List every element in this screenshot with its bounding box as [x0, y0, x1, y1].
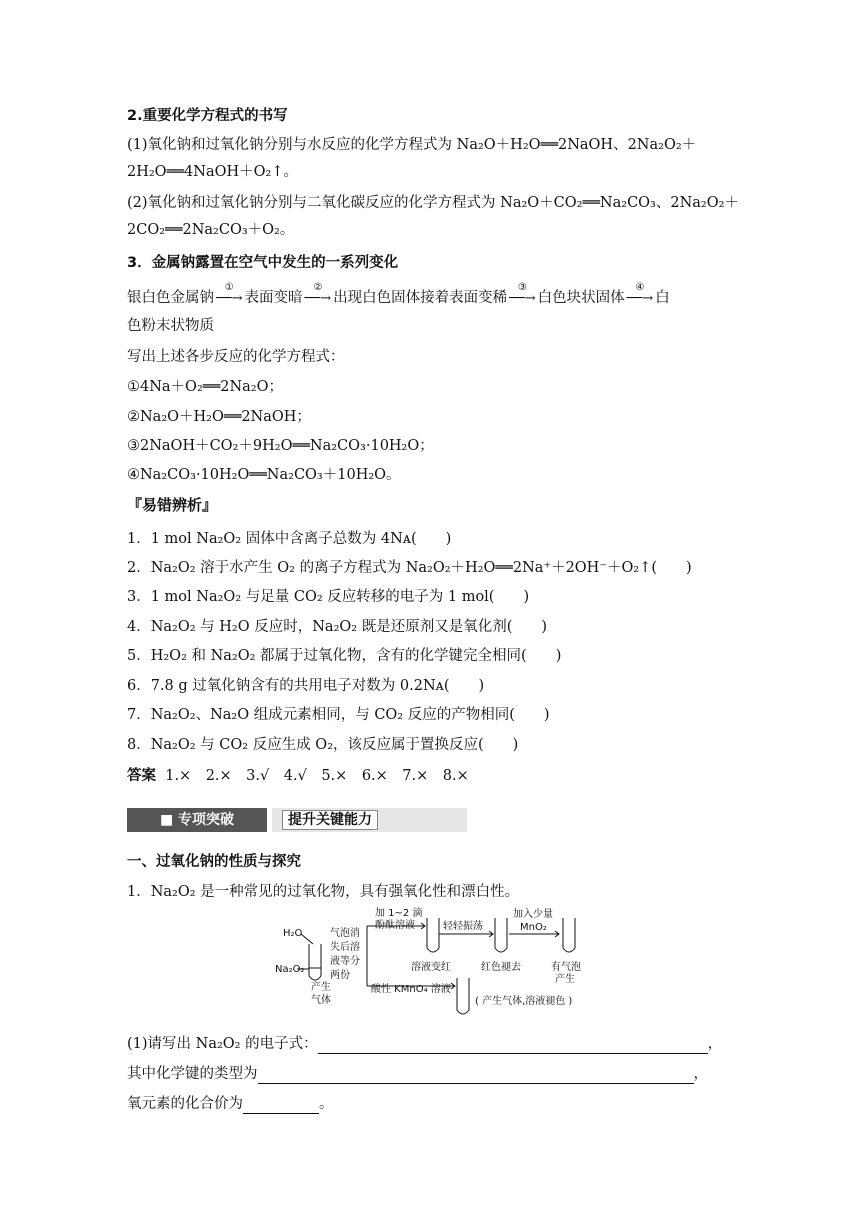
answer-blank-2[interactable]: [258, 1067, 694, 1084]
tube-bubbles: [563, 918, 575, 952]
question-1b: 其中化学键的类型为 ，: [127, 1066, 708, 1082]
label-mid3: 液等分: [330, 956, 360, 967]
answer-blank-1[interactable]: [318, 1037, 708, 1054]
change-chain: [127, 282, 670, 309]
answer-values: 1.× 2.× 3.√ 4.√ 5.× 6.× 7.× 8.×: [165, 768, 469, 784]
chain-step-1: 银白色金属钠: [127, 290, 214, 306]
banner-left: ■ 专项突破: [127, 808, 267, 832]
arrow-4: ④ ──→: [626, 282, 654, 306]
label-res2: 红色褪去: [481, 962, 521, 973]
section2-line3: (2)氧化钠和过氧化钠分别与二氧化碳反应的化学方程式为 Na₂O＋CO₂══Na₂CO₃、2Na₂O₂＋: [127, 195, 739, 211]
prompt: 写出上述各步反应的化学方程式：: [127, 349, 345, 365]
part1-intro: 1．Na₂O₂ 是一种常见的过氧化物，具有强氧化性和漂白性。: [127, 884, 520, 900]
label-top-reagent1: 加 1~2 滴: [375, 908, 423, 919]
section2-heading: 2.重要化学方程式的书写: [127, 108, 288, 124]
section2-line1: (1)氧化钠和过氧化钠分别与水反应的化学方程式为 Na₂O＋H₂O══2NaOH、2Na₂O₂＋: [127, 137, 697, 153]
label-bottom-result: ( 产生气体,溶液褪色 ): [475, 996, 573, 1007]
judge-item-7: 7．Na₂O₂、Na₂O 组成元素相同，与 CO₂ 反应的产物相同( ): [127, 707, 550, 723]
label-bottom-reagent: 酸性 KMnO₄ 溶液: [371, 984, 451, 995]
chain-tail: 色粉末状物质: [127, 318, 214, 334]
label-mid1: 气泡消: [330, 928, 360, 939]
label-mid4: 两份: [330, 970, 350, 981]
chain-step-5: 白: [655, 290, 670, 306]
label-produce2: 气体: [311, 995, 331, 1006]
chain-step-3: 出现白色固体接着表面变稀: [333, 290, 508, 306]
tube-kmno4: [457, 978, 469, 1014]
label-top-reagent2: 酚酞溶液: [375, 920, 415, 931]
judge-item-3: 3．1 mol Na₂O₂ 与足量 CO₂ 反应转移的电子为 1 mol( ): [127, 589, 530, 605]
answer-blank-3[interactable]: [243, 1097, 319, 1114]
tube-faded: [495, 918, 507, 952]
label-res3a: 有气泡: [551, 962, 581, 973]
equation-3: ③2NaOH＋CO₂＋9H₂O══Na₂CO₃·10H₂O；: [127, 438, 434, 454]
question-1c: 氧元素的化合价为 。: [127, 1096, 334, 1112]
section3-heading: 3．金属钠露置在空气中发生的一系列变化: [127, 255, 399, 271]
chain-step-4: 白色块状固体: [537, 290, 625, 306]
label-shake: 轻轻振荡: [443, 921, 483, 932]
judge-item-8: 8．Na₂O₂ 与 CO₂ 反应生成 O₂，该反应属于置换反应( ): [127, 737, 519, 753]
label-mid2: 失后溶: [330, 942, 360, 953]
label-add1: 加入少量: [513, 909, 553, 920]
section2-line4: 2CO₂══2Na₂CO₃＋O₂。: [127, 222, 295, 238]
judge-item-4: 4．Na₂O₂ 与 H₂O 反应时，Na₂O₂ 既是还原剂又是氧化剂( ): [127, 619, 548, 635]
answer-label: 答案: [127, 768, 156, 784]
question-1a: (1)请写出 Na₂O₂ 的电子式： ，: [127, 1036, 723, 1052]
section-banner: [127, 808, 467, 832]
tube-red: [427, 918, 439, 952]
label-h2o: H₂O: [283, 928, 303, 939]
tube-initial: [309, 944, 321, 980]
part1-heading: 一、过氧化钠的性质与探究: [127, 854, 301, 870]
section2-line2: 2H₂O══4NaOH＋O₂↑。: [127, 164, 298, 180]
label-na2o2: Na₂O₂: [275, 964, 305, 975]
label-add2: MnO₂: [520, 922, 547, 933]
banner-right: [272, 808, 467, 832]
equation-4: ④Na₂CO₃·10H₂O══Na₂CO₃＋10H₂O。: [127, 467, 401, 483]
banner-right-label: 提升关键能力: [282, 810, 378, 830]
arrow-2: ② ──→: [304, 282, 332, 306]
chain-step-2: 表面变暗: [244, 290, 303, 306]
label-res1: 溶液变红: [411, 962, 451, 973]
label-produce1: 产生: [311, 982, 331, 993]
experiment-diagram: [275, 906, 605, 1024]
arrow-1: ① ──→: [216, 282, 243, 306]
judge-item-1: 1．1 mol Na₂O₂ 固体中含离子总数为 4Nᴀ( ): [127, 531, 452, 547]
label-res3b: 产生: [555, 974, 575, 985]
judge-heading: 『易错辨析』: [127, 496, 218, 514]
dropper-arrow: [301, 934, 313, 944]
judge-item-5: 5．H₂O₂ 和 Na₂O₂ 都属于过氧化物，含有的化学键完全相同( ): [127, 648, 562, 664]
equation-2: ②Na₂O＋H₂O══2NaOH；: [127, 409, 311, 425]
judge-item-2: 2．Na₂O₂ 溶于水产生 O₂ 的离子方程式为 Na₂O₂＋H₂O══2Na⁺＋2OH⁻＋O₂↑( ): [127, 560, 692, 576]
equation-1: ①4Na＋O₂══2Na₂O；: [127, 379, 283, 395]
answer-line: [127, 766, 469, 786]
arrow-3: ③ ──→: [509, 282, 536, 306]
judge-item-6: 6．7.8 g 过氧化钠含有的共用电子对数为 0.2Nᴀ( ): [127, 678, 485, 694]
